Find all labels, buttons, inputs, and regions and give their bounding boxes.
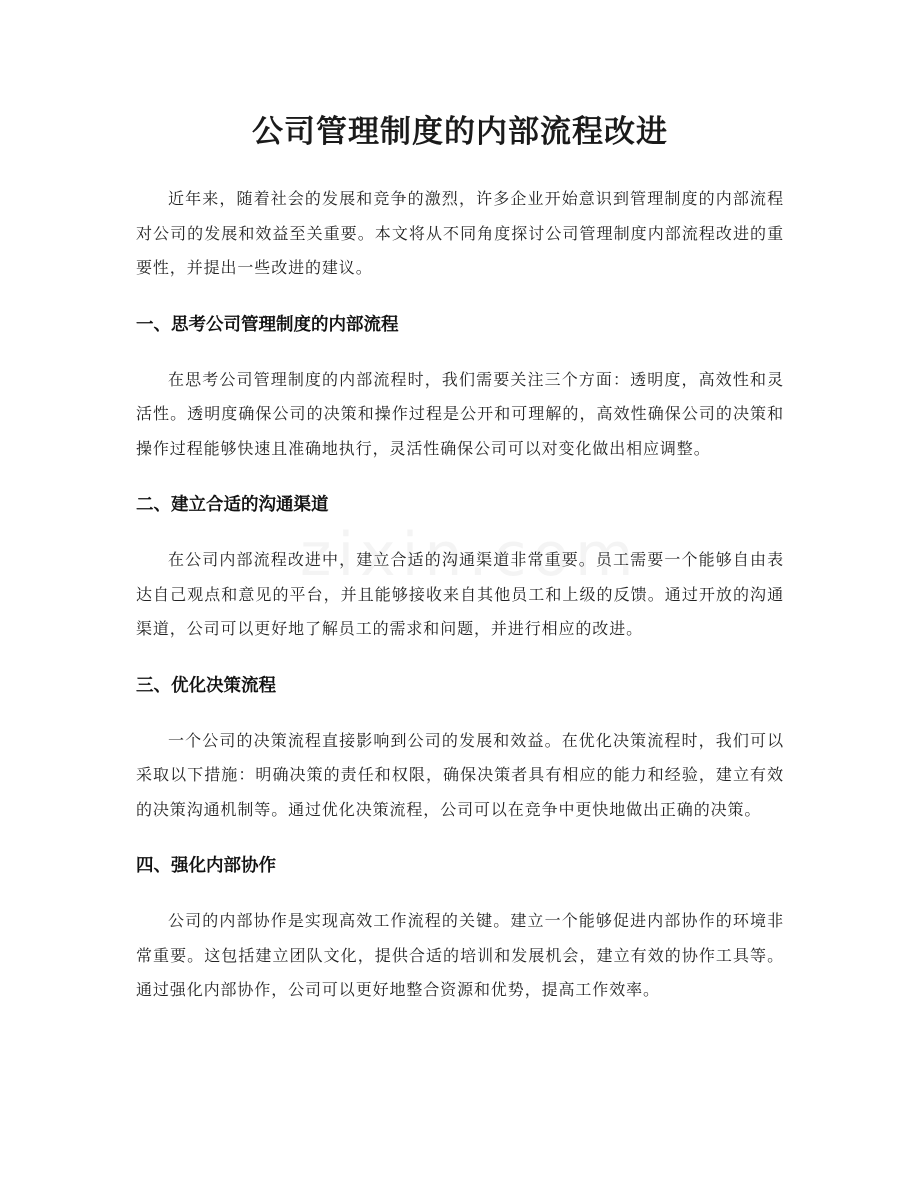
section-paragraph-3: 一个公司的决策流程直接影响到公司的发展和效益。在优化决策流程时，我们可以采取以下措施：明确决策的责任和权限，确保决策者具有相应的能力和经验，建立有效的决策沟通机制等。通过优化决策流程，公司可以在竞争中更快地做出正确的决策。 <box>136 730 784 819</box>
document-body <box>136 182 784 1008</box>
section-heading-4: 四、强化内部协作 <box>136 856 276 876</box>
section-paragraph-4: 公司的内部协作是实现高效工作流程的关键。建立一个能够促进内部协作的环境非常重要。这包括建立团队文化，提供合适的培训和发展机会，建立有效的协作工具等。通过强化内部协作，公司可以更好地整合资源和优势，提高工作效率。 <box>136 911 784 999</box>
section-heading-1: 一、思考公司管理制度的内部流程 <box>136 314 399 335</box>
section-heading-2: 二、建立合适的沟通渠道 <box>136 495 329 515</box>
document-title: 公司管理制度的内部流程改进 <box>252 114 668 150</box>
intro-paragraph: 近年来，随着社会的发展和竞争的激烈，许多企业开始意识到管理制度的内部流程对公司的发展和效益至关重要。本文将从不同角度探讨公司管理制度内部流程改进的重要性，并提出一些改进的建议。 <box>136 189 784 277</box>
section-paragraph-2: 在公司内部流程改进中，建立合适的沟通渠道非常重要。员工需要一个能够自由表达自己观点和意见的平台，并且能够接收来自其他员工和上级的反馈。通过开放的沟通渠道，公司可以更好地了解员工的需求和问题，并进行相应的改进。 <box>136 550 784 638</box>
section-paragraph-1: 在思考公司管理制度的内部流程时，我们需要关注三个方面：透明度，高效性和灵活性。透明度确保公司的决策和操作过程是公开和可理解的，高效性确保公司的决策和操作过程能够快速且准确地执行，灵活性确保公司可以对变化做出相应调整。 <box>136 369 784 458</box>
section-heading-3: 三、优化决策流程 <box>136 675 276 696</box>
